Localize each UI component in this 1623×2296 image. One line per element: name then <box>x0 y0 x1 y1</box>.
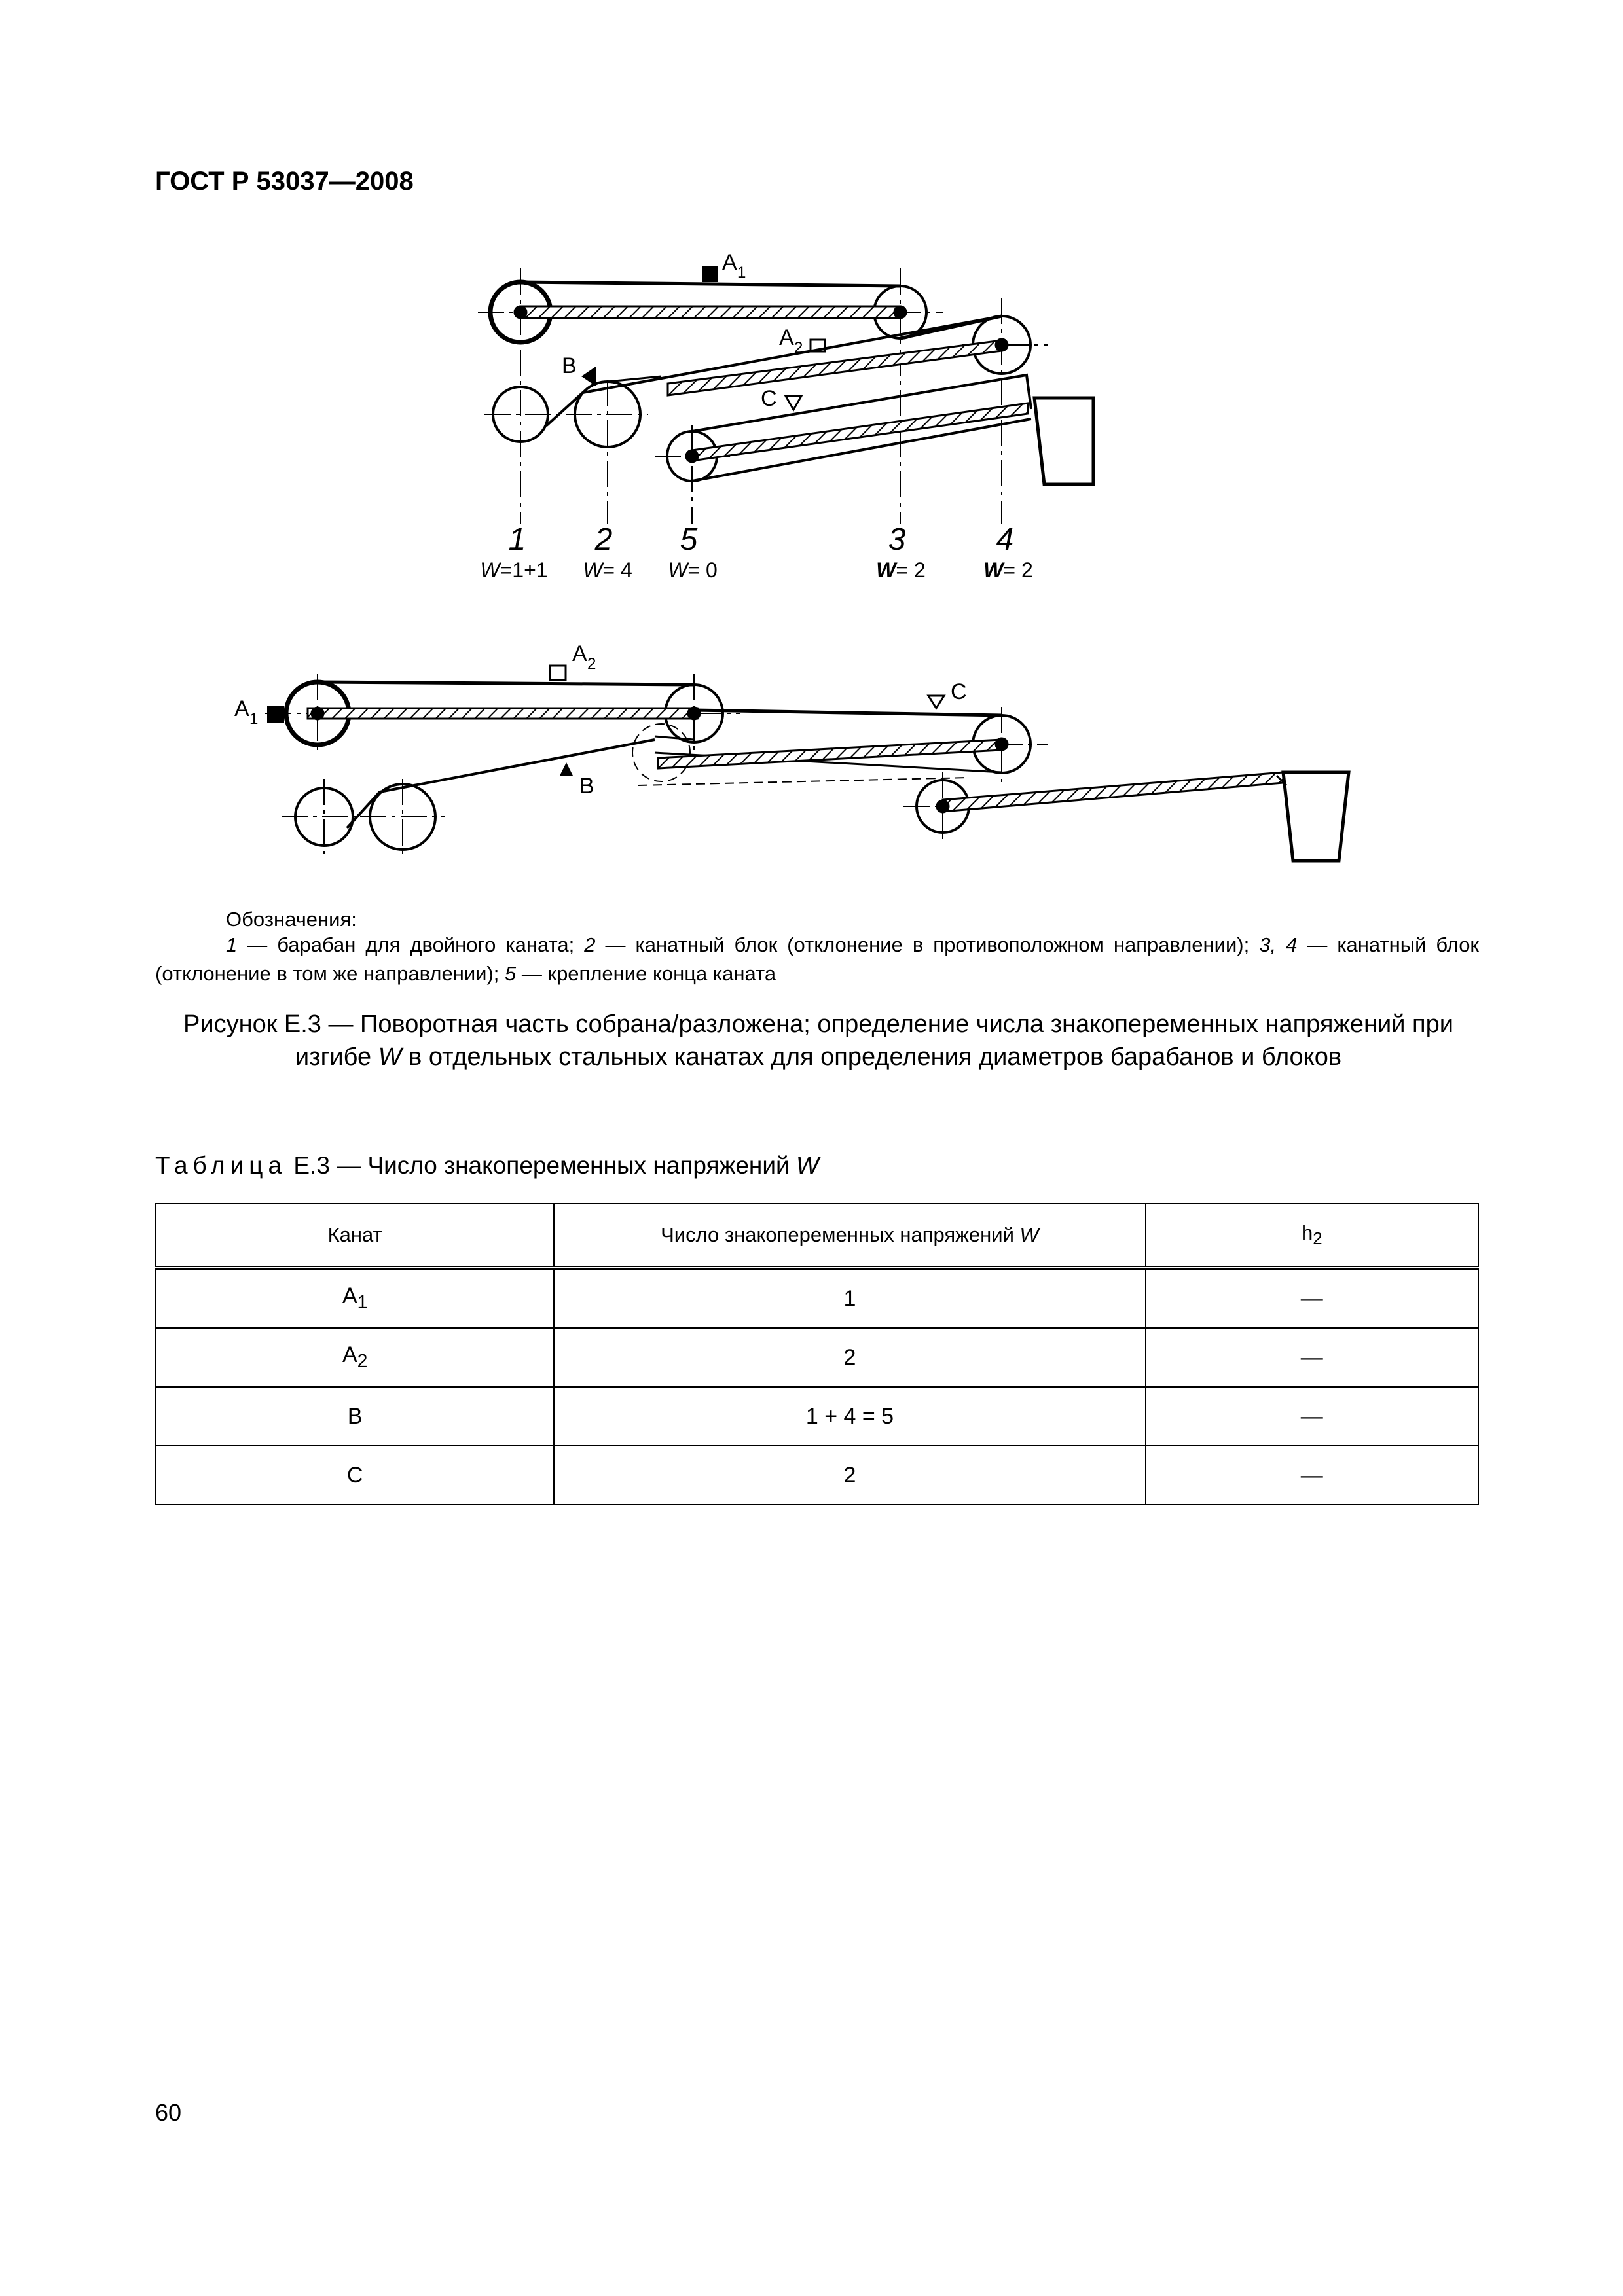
svg-text:4: 4 <box>996 522 1014 557</box>
svg-text:B: B <box>562 353 577 378</box>
svg-text:C: C <box>951 679 967 704</box>
legend-title: Обозначения: <box>226 908 357 931</box>
svg-text:C: C <box>761 386 777 411</box>
header-h2: $h_2$ <box>1146 1204 1478 1268</box>
table-header-row <box>156 1204 1478 1268</box>
table-row <box>156 1268 1478 1328</box>
bottom-diagram <box>265 666 1349 861</box>
cell-h2: — <box>1146 1268 1478 1328</box>
svg-text:B: B <box>579 774 594 798</box>
header-w: Число знакопеременных напряжений W <box>554 1204 1145 1268</box>
table-row <box>156 1387 1478 1446</box>
svg-text:A: A <box>572 641 587 666</box>
cell-h2: — <box>1146 1446 1478 1505</box>
page-number: 60 <box>155 2099 182 2126</box>
cell-h2: — <box>1146 1387 1478 1446</box>
cell-w: 1 <box>554 1268 1145 1328</box>
svg-text:5: 5 <box>680 522 698 557</box>
cell-w: 2 <box>554 1446 1145 1505</box>
svg-text:A: A <box>722 250 737 275</box>
position-labels <box>480 522 1032 582</box>
table-title: Таблица Е.3 — Число знакопеременных напряжений W <box>155 1152 819 1179</box>
svg-text:W= 2: W= 2 <box>983 558 1033 582</box>
svg-text:W= 0: W= 0 <box>668 558 718 582</box>
cell-rope: C <box>156 1446 554 1505</box>
svg-text:A: A <box>779 325 794 350</box>
svg-text:2: 2 <box>794 339 803 357</box>
cell-w: 1 + 4 = 5 <box>554 1387 1145 1446</box>
header-rope: Канат <box>156 1204 554 1268</box>
table-row <box>156 1328 1478 1387</box>
svg-text:W= 4: W= 4 <box>583 558 632 582</box>
svg-text:1: 1 <box>508 522 526 557</box>
table-e3 <box>155 1203 1479 1505</box>
cell-rope: B <box>156 1387 554 1446</box>
table-row <box>156 1446 1478 1505</box>
bottom-diagram-labels <box>234 641 967 798</box>
cell-w: 2 <box>554 1328 1145 1387</box>
cell-rope: $A_2$ <box>156 1328 554 1387</box>
figure-e3 <box>0 0 1623 903</box>
svg-text:W= 2: W= 2 <box>876 558 926 582</box>
top-diagram <box>478 266 1093 524</box>
svg-text:W=1+1: W=1+1 <box>480 558 548 582</box>
figure-caption: Рисунок Е.3 — Поворотная часть собрана/разложена; определение числа знакопеременных напряжений при изгибе W в отдельных стальных канатах для определения диаметров барабанов и блоков <box>183 1011 1453 1071</box>
svg-text:2: 2 <box>587 655 596 673</box>
svg-text:3: 3 <box>888 522 906 557</box>
svg-text:1: 1 <box>249 710 259 728</box>
cell-h2: — <box>1146 1328 1478 1387</box>
document-header: ГОСТ Р 53037—2008 <box>155 167 414 196</box>
svg-text:2: 2 <box>594 522 613 557</box>
legend-body: 1 — барабан для двойного каната; 2 — канатный блок (отклонение в противоположном направлении); 3, 4 — канатный блок (отклонение в том же направлении); 5 — крепление конца каната <box>155 933 1479 985</box>
cell-rope: $A_1$ <box>156 1268 554 1328</box>
svg-text:A: A <box>234 696 249 721</box>
svg-text:1: 1 <box>737 264 746 281</box>
